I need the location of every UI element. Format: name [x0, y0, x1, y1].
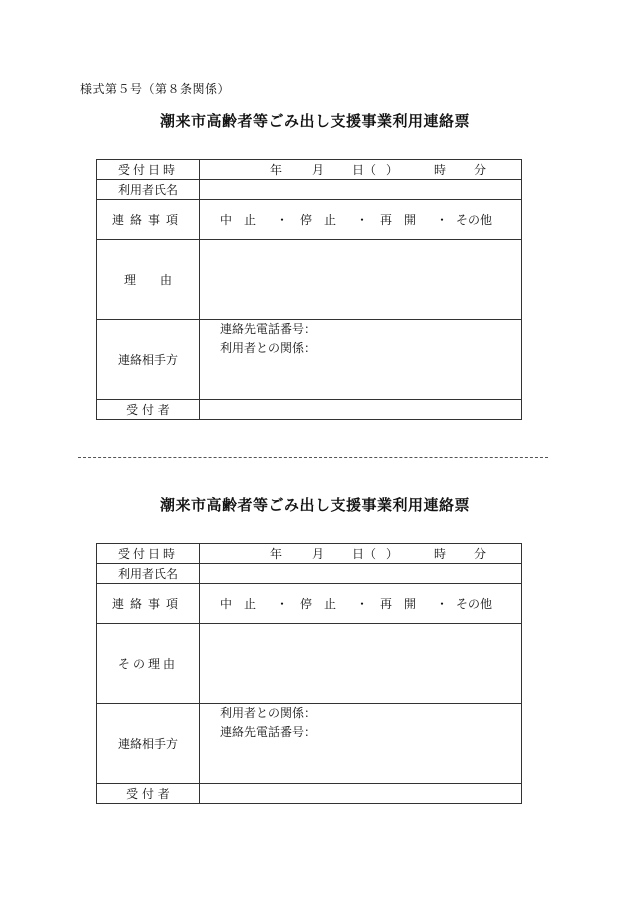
- row-contact-matter: [97, 584, 522, 624]
- option-stop[interactable]: 中 止: [220, 597, 257, 611]
- reason-field[interactable]: [200, 624, 522, 704]
- row-contact-person: [97, 704, 522, 784]
- contact-lines: [220, 704, 316, 742]
- form-title-2: 潮来市高齢者等ごみ出し支援事業利用連絡票: [159, 496, 470, 514]
- label-contact-matter: 連絡事項: [97, 200, 200, 240]
- minute-label: 分: [474, 547, 487, 561]
- row-reason: [97, 624, 522, 704]
- contact-lines: [220, 320, 316, 358]
- separator-dot: ・: [276, 597, 289, 611]
- year-label: 年: [270, 547, 283, 561]
- user-name-field[interactable]: [200, 564, 522, 584]
- label-receiver: 受 付 者: [97, 400, 200, 420]
- contact-form-table-1: [96, 159, 522, 420]
- contact-person-field[interactable]: [200, 704, 522, 784]
- paren-close: ）: [386, 163, 399, 177]
- contact-line-phone: 連絡先電話番号：: [220, 724, 317, 739]
- label-received-datetime: 受付日時: [97, 160, 200, 180]
- row-receiver: [97, 400, 522, 420]
- month-label: 月: [312, 163, 325, 177]
- contact-matter-field[interactable]: [200, 200, 522, 240]
- day-label: 日（: [352, 163, 377, 177]
- hour-label: 時: [434, 547, 447, 561]
- row-reason: [97, 240, 522, 320]
- day-label: 日（: [352, 547, 377, 561]
- contact-person-field[interactable]: [200, 320, 522, 400]
- label-user-name: 利用者氏名: [97, 564, 200, 584]
- option-suspend[interactable]: 停 止: [300, 597, 337, 611]
- contact-line-relation: 利用者との関係：: [220, 340, 317, 355]
- separator-dot: ・: [356, 213, 369, 227]
- minute-label: 分: [474, 163, 487, 177]
- label-contact-matter: 連絡事項: [97, 584, 200, 624]
- separator-dot: ・: [276, 213, 289, 227]
- receiver-field[interactable]: [200, 400, 522, 420]
- label-user-name: 利用者氏名: [97, 180, 200, 200]
- row-user-name: [97, 180, 522, 200]
- row-received-datetime: [97, 160, 522, 180]
- hour-label: 時: [434, 163, 447, 177]
- label-reason: 理 由: [97, 240, 200, 320]
- row-receiver: [97, 784, 522, 804]
- receiver-field[interactable]: [200, 784, 522, 804]
- received-datetime-field[interactable]: [200, 160, 522, 180]
- row-contact-matter: [97, 200, 522, 240]
- option-other[interactable]: その他: [456, 213, 493, 227]
- label-receiver: 受 付 者: [97, 784, 200, 804]
- row-contact-person: [97, 320, 522, 400]
- label-received-datetime: 受付日時: [97, 544, 200, 564]
- datetime-parts: [200, 161, 521, 178]
- row-received-datetime: [97, 544, 522, 564]
- option-suspend[interactable]: 停 止: [300, 213, 337, 227]
- contact-line-relation: 利用者との関係：: [220, 705, 317, 720]
- separator-dot: ・: [356, 597, 369, 611]
- datetime-parts: [200, 545, 521, 562]
- contact-line-phone: 連絡先電話番号：: [220, 321, 317, 336]
- contact-options: [200, 211, 521, 228]
- option-resume[interactable]: 再 開: [380, 213, 417, 227]
- label-contact-person: 連絡相手方: [97, 704, 200, 784]
- contact-form-table-2: [96, 543, 522, 804]
- received-datetime-field[interactable]: [200, 544, 522, 564]
- separator-dot: ・: [436, 213, 449, 227]
- reason-field[interactable]: [200, 240, 522, 320]
- label-contact-person: 連絡相手方: [97, 320, 200, 400]
- year-label: 年: [270, 163, 283, 177]
- user-name-field[interactable]: [200, 180, 522, 200]
- contact-options: [200, 595, 521, 612]
- option-resume[interactable]: 再 開: [380, 597, 417, 611]
- separator-dot: ・: [436, 597, 449, 611]
- form-number: 様式第５号（第８条関係）: [80, 82, 231, 96]
- label-reason: その理由: [97, 624, 200, 704]
- form-title: 潮来市高齢者等ごみ出し支援事業利用連絡票: [159, 112, 470, 130]
- paren-close: ）: [386, 547, 399, 561]
- option-other[interactable]: その他: [456, 597, 493, 611]
- row-user-name: [97, 564, 522, 584]
- contact-matter-field[interactable]: [200, 584, 522, 624]
- option-stop[interactable]: 中 止: [220, 213, 257, 227]
- cut-line: [78, 457, 548, 458]
- month-label: 月: [312, 547, 325, 561]
